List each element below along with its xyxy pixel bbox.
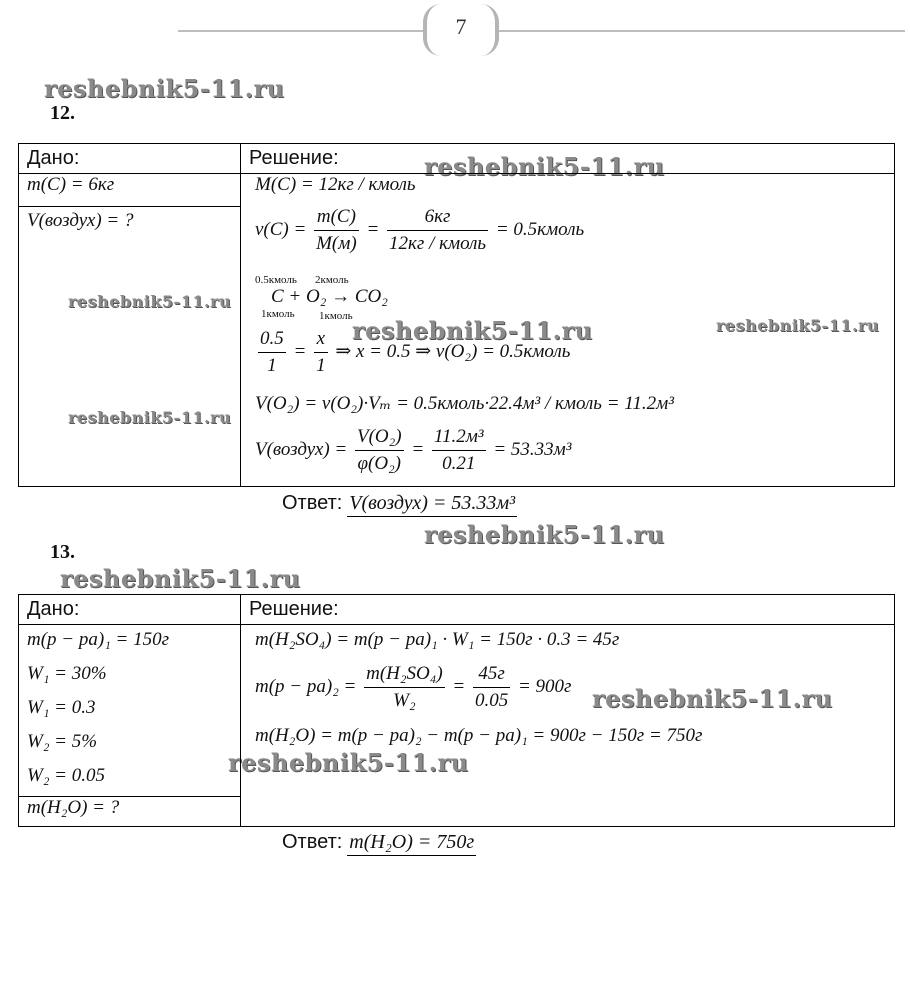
problem-number: 12. bbox=[50, 102, 75, 124]
reaction-note: 1кмоль bbox=[319, 310, 353, 322]
problem-13-table bbox=[18, 594, 895, 827]
given-item: W₂ = 0.05 bbox=[27, 765, 106, 786]
solution-header: Решение: bbox=[241, 144, 895, 174]
watermark: reshebnik5-11.ru bbox=[60, 564, 301, 593]
given-item: W₂ = 5% bbox=[27, 731, 98, 752]
given-item: m(H₂O) = ? bbox=[19, 797, 241, 827]
solution-line-2: m(p − pa)₂ = $\frac{\text{m(H₂SO₄)}}{\text{W₂}}$ = $\frac{45г}{0.05}$ = 900г bbox=[255, 663, 572, 711]
given-header: Дано: bbox=[19, 595, 241, 625]
watermark: reshebnik5-11.ru bbox=[68, 408, 232, 427]
solution-line-3: m(H₂O) = m(p − pa)₂ − m(p − pa)₁ = 900г − 150г = 750г bbox=[255, 725, 703, 746]
given-item: m(p − pa)₁ = 150г bbox=[27, 629, 170, 650]
given-item: W₁ = 30% bbox=[27, 663, 107, 684]
given-item: W₁ = 0.3 bbox=[27, 697, 96, 718]
proportion-line: $\frac{0.5}{1}$ = $\frac{x}{1}$ ⇒ x = 0.5 ⇒ ν(O₂) = 0.5кмоль bbox=[260, 328, 571, 376]
given-item: V(воздух) = ? bbox=[19, 207, 241, 487]
solution-line-1: m(H₂SO₄) = m(p − pa)₁ · W₁ = 150г · 0.3 = 45г bbox=[255, 629, 620, 650]
problem-number: 13. bbox=[50, 541, 75, 563]
watermark: reshebnik5-11.ru bbox=[68, 292, 232, 311]
header-rule-right bbox=[499, 30, 905, 32]
given-item: m(C) = 6кг bbox=[19, 174, 241, 207]
solution-cell bbox=[241, 174, 895, 487]
watermark: reshebnik5-11.ru bbox=[352, 316, 593, 345]
given-header: Дано: bbox=[19, 144, 241, 174]
watermark: reshebnik5-11.ru bbox=[424, 520, 665, 549]
reaction-note: 0.5кмоль bbox=[255, 274, 297, 286]
air-volume-line: V(воздух) = $\frac{\text{V(O₂)}}{\text{φ(O₂)}}$ = $\frac{\text{11.2м³}}{0.21}$ = 53.33м³ bbox=[255, 426, 572, 474]
watermark: reshebnik5-11.ru bbox=[424, 152, 665, 181]
volume-o2-line: V(O₂) = ν(O₂)·Vₘ = 0.5кмоль·22.4м³ / кмоль = 11.2м³ bbox=[255, 393, 674, 414]
header-rule-left bbox=[178, 30, 423, 32]
page-number: 7 bbox=[423, 4, 499, 56]
problem-12-table bbox=[18, 143, 895, 487]
molar-mass-line: M(C) = 12кг / кмоль bbox=[255, 174, 416, 195]
solution-header: Решение: bbox=[241, 595, 895, 625]
watermark: reshebnik5-11.ru bbox=[44, 74, 285, 103]
reaction-note: 2кмоль bbox=[315, 274, 349, 286]
watermark: reshebnik5-11.ru bbox=[716, 316, 880, 335]
watermark: reshebnik5-11.ru bbox=[228, 748, 469, 777]
answer-12: Ответ: V(воздух) = 53.33м³ bbox=[282, 492, 517, 515]
solution-cell bbox=[241, 625, 895, 827]
reaction-note: 1кмоль bbox=[261, 308, 295, 320]
moles-line: ν(C) = $\frac{m(C)}{M(м)}$ = $\frac{6кг}{\text{12кг / кмоль}}$ = 0.5кмоль bbox=[255, 206, 585, 254]
given-list bbox=[19, 625, 241, 797]
watermark: reshebnik5-11.ru bbox=[592, 684, 833, 713]
answer-13: Ответ: m(H₂O) = 750г bbox=[282, 831, 476, 854]
reaction-equation: C + O₂ → CO₂ bbox=[271, 286, 388, 307]
